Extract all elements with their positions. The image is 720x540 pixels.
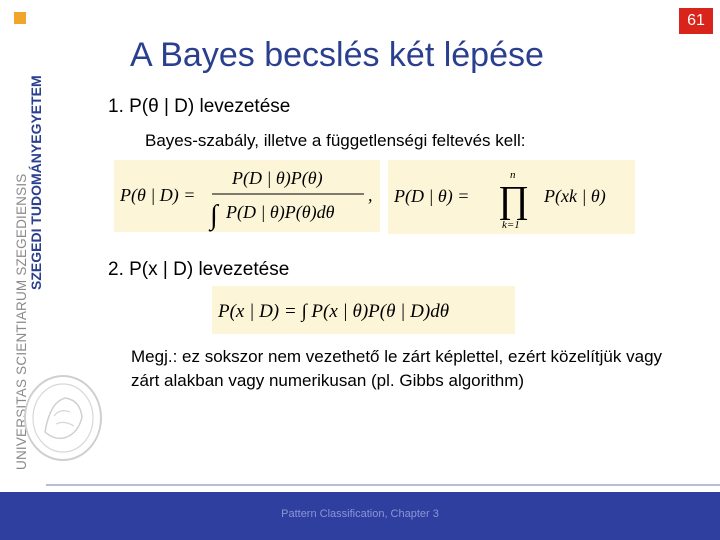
formula2-lhs: P(D | θ) = xyxy=(394,186,470,206)
formula1-integral-sign: ∫ xyxy=(210,200,218,231)
bayes-rule-formula xyxy=(114,160,380,232)
footer-text: Pattern Classification, Chapter 3 xyxy=(281,508,439,520)
formula2-lower-index: k=1 xyxy=(502,219,520,231)
formula2-product-sign: ∏ xyxy=(498,179,530,221)
step1-text: Bayes-szabály, illetve a függetlenségi feltevés kell: xyxy=(145,131,526,150)
step2-heading: 2. P(x | D) levezetése xyxy=(108,259,290,280)
slide-title: A Bayes becslés két lépése xyxy=(130,36,544,74)
footer-rule xyxy=(46,484,720,486)
formula3-text: P(x | D) = ∫ P(x | θ)P(θ | D)dθ xyxy=(218,301,450,322)
formula2-rhs: P(xk | θ) xyxy=(544,186,606,206)
predictive-formula xyxy=(212,286,515,334)
independence-formula xyxy=(388,160,635,234)
formula2-upper-index: n xyxy=(510,169,516,181)
formula1-denominator: P(D | θ)P(θ)dθ xyxy=(226,202,335,222)
university-line1: UNIVERSITAS SCIENTIARUM SZEGEDIENSIS xyxy=(14,173,29,470)
formula1-numerator: P(D | θ)P(θ) xyxy=(232,168,323,188)
formula1-comma: , xyxy=(368,185,373,205)
note-text: Megj.: ez sokszor nem vezethető le zárt képlettel, ezért közelítjük vagy zárt alakban vagy numerikusan (pl. Gibbs algorithm) xyxy=(131,347,663,390)
page-number: 61 xyxy=(679,8,713,34)
university-line2: SZEGEDI TUDOMÁNYEGYETEM xyxy=(28,75,44,290)
step1-heading: 1. P(θ | D) levezetése xyxy=(108,96,291,117)
formula1-lhs: P(θ | D) = xyxy=(120,185,196,205)
university-seal-icon xyxy=(20,372,106,464)
